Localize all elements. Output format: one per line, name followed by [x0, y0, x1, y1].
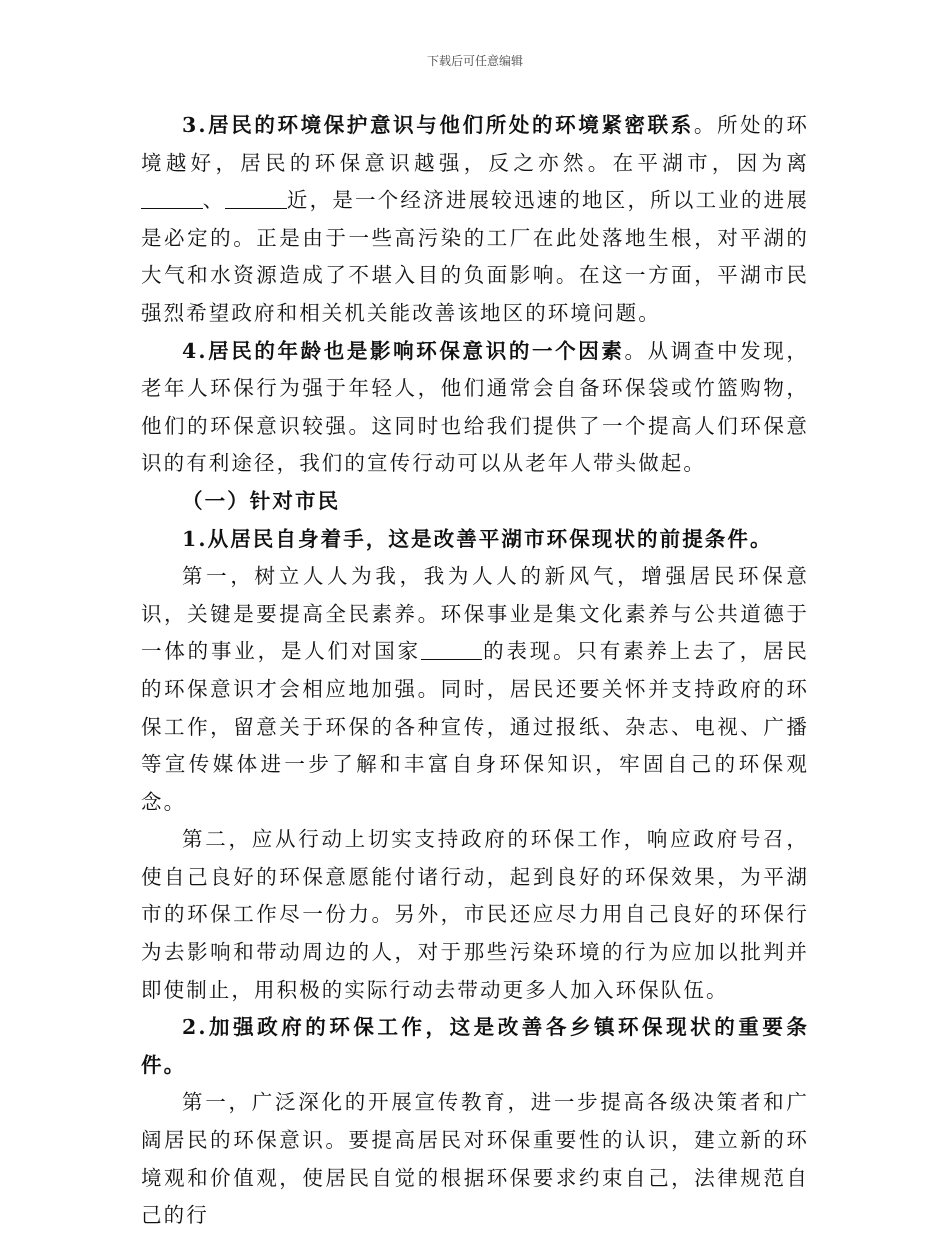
- paragraph-text: 的表现。只有素养上去了，居民的环保意识才会相应地加强。同时，居民还要关怀并支持政府的环保工作，留意关于环保的各种宣传，通过报纸、杂志、电视、广播等宣传媒体进一步了解和丰富自身环保知识，牢固自己的环保观念。: [141, 639, 809, 814]
- fill-blank: [421, 639, 483, 661]
- fill-blank: [141, 188, 203, 210]
- paragraph-second: 第二，应从行动上切实支持政府的环保工作，响应政府号召，使自己良好的环保意愿能付诸行动，起到良好的环保效果，为平湖市的环保工作尽一份力。另外，市民还应尽力用自己良好的环保行为去影响和带动周边的人，对于那些污染环境的行为应加以批判并即使制止，用积极的实际行动去带动更多人加入环保队伍。: [141, 827, 809, 1002]
- paragraph-text: 、: [202, 188, 226, 213]
- paragraph-lead: 4.居民的年龄也是影响环保意识的一个因素: [182, 338, 625, 363]
- paragraph-text: 近，是一个经济进展较迅速的地区，所以工业的进展是必定的。正是由于一些高污染的工厂在此处落地生根，对平湖的大气和水资源造成了不堪入目的负面影响。在这一方面，平湖市民强烈希望政府和相关机关能改善该地区的环境问题。: [141, 188, 809, 325]
- paragraph-government-first: 第一，广泛深化的开展宣传教育，进一步提高各级决策者和广阔居民的环保意识。要提高居民对环保重要性的认识，建立新的环境观和价值观，使居民自觉的根据环保要求约束自己，法律规范自己的行: [141, 1090, 809, 1228]
- paragraph-text: 。所处的环境越好，居民的环保意识越强，反之亦然。在平湖市，因为离: [141, 113, 809, 175]
- paragraph-text: 。从调查中发现，老年人环保行为强于年轻人，他们通常会自备环保袋或竹篮购物，他们的环保意识较强。这同时也给我们提供了一个提高人们环保意识的有利途径，我们的宣传行动可以从老年人带头做起。: [141, 338, 809, 476]
- paragraph-text: 第一，树立人人为我，我为人人的新风气，增强居民环保意识，关键是要提高全民素养。环保事业是集文化素养与公共道德于一体的事业，是人们对国家: [141, 564, 809, 664]
- paragraph-age: [141, 333, 809, 483]
- paragraph-lead: 3.居民的环境保护意识与他们所处的环境紧密联系: [182, 113, 694, 137]
- fill-blank: [225, 188, 287, 210]
- page-header: 下载后可任意编辑: [426, 54, 523, 68]
- subheading-government: 2.加强政府的环保工作，这是改善各乡镇环保现状的重要条件。: [141, 1015, 809, 1077]
- subheading-residents: 1.从居民自身着手，这是改善平湖市环保现状的前提条件。: [182, 526, 773, 551]
- document-body: [141, 107, 809, 1235]
- paragraph-first: [141, 558, 809, 821]
- paragraph-environment: [141, 107, 809, 333]
- section-heading: （一）针对市民: [182, 488, 341, 513]
